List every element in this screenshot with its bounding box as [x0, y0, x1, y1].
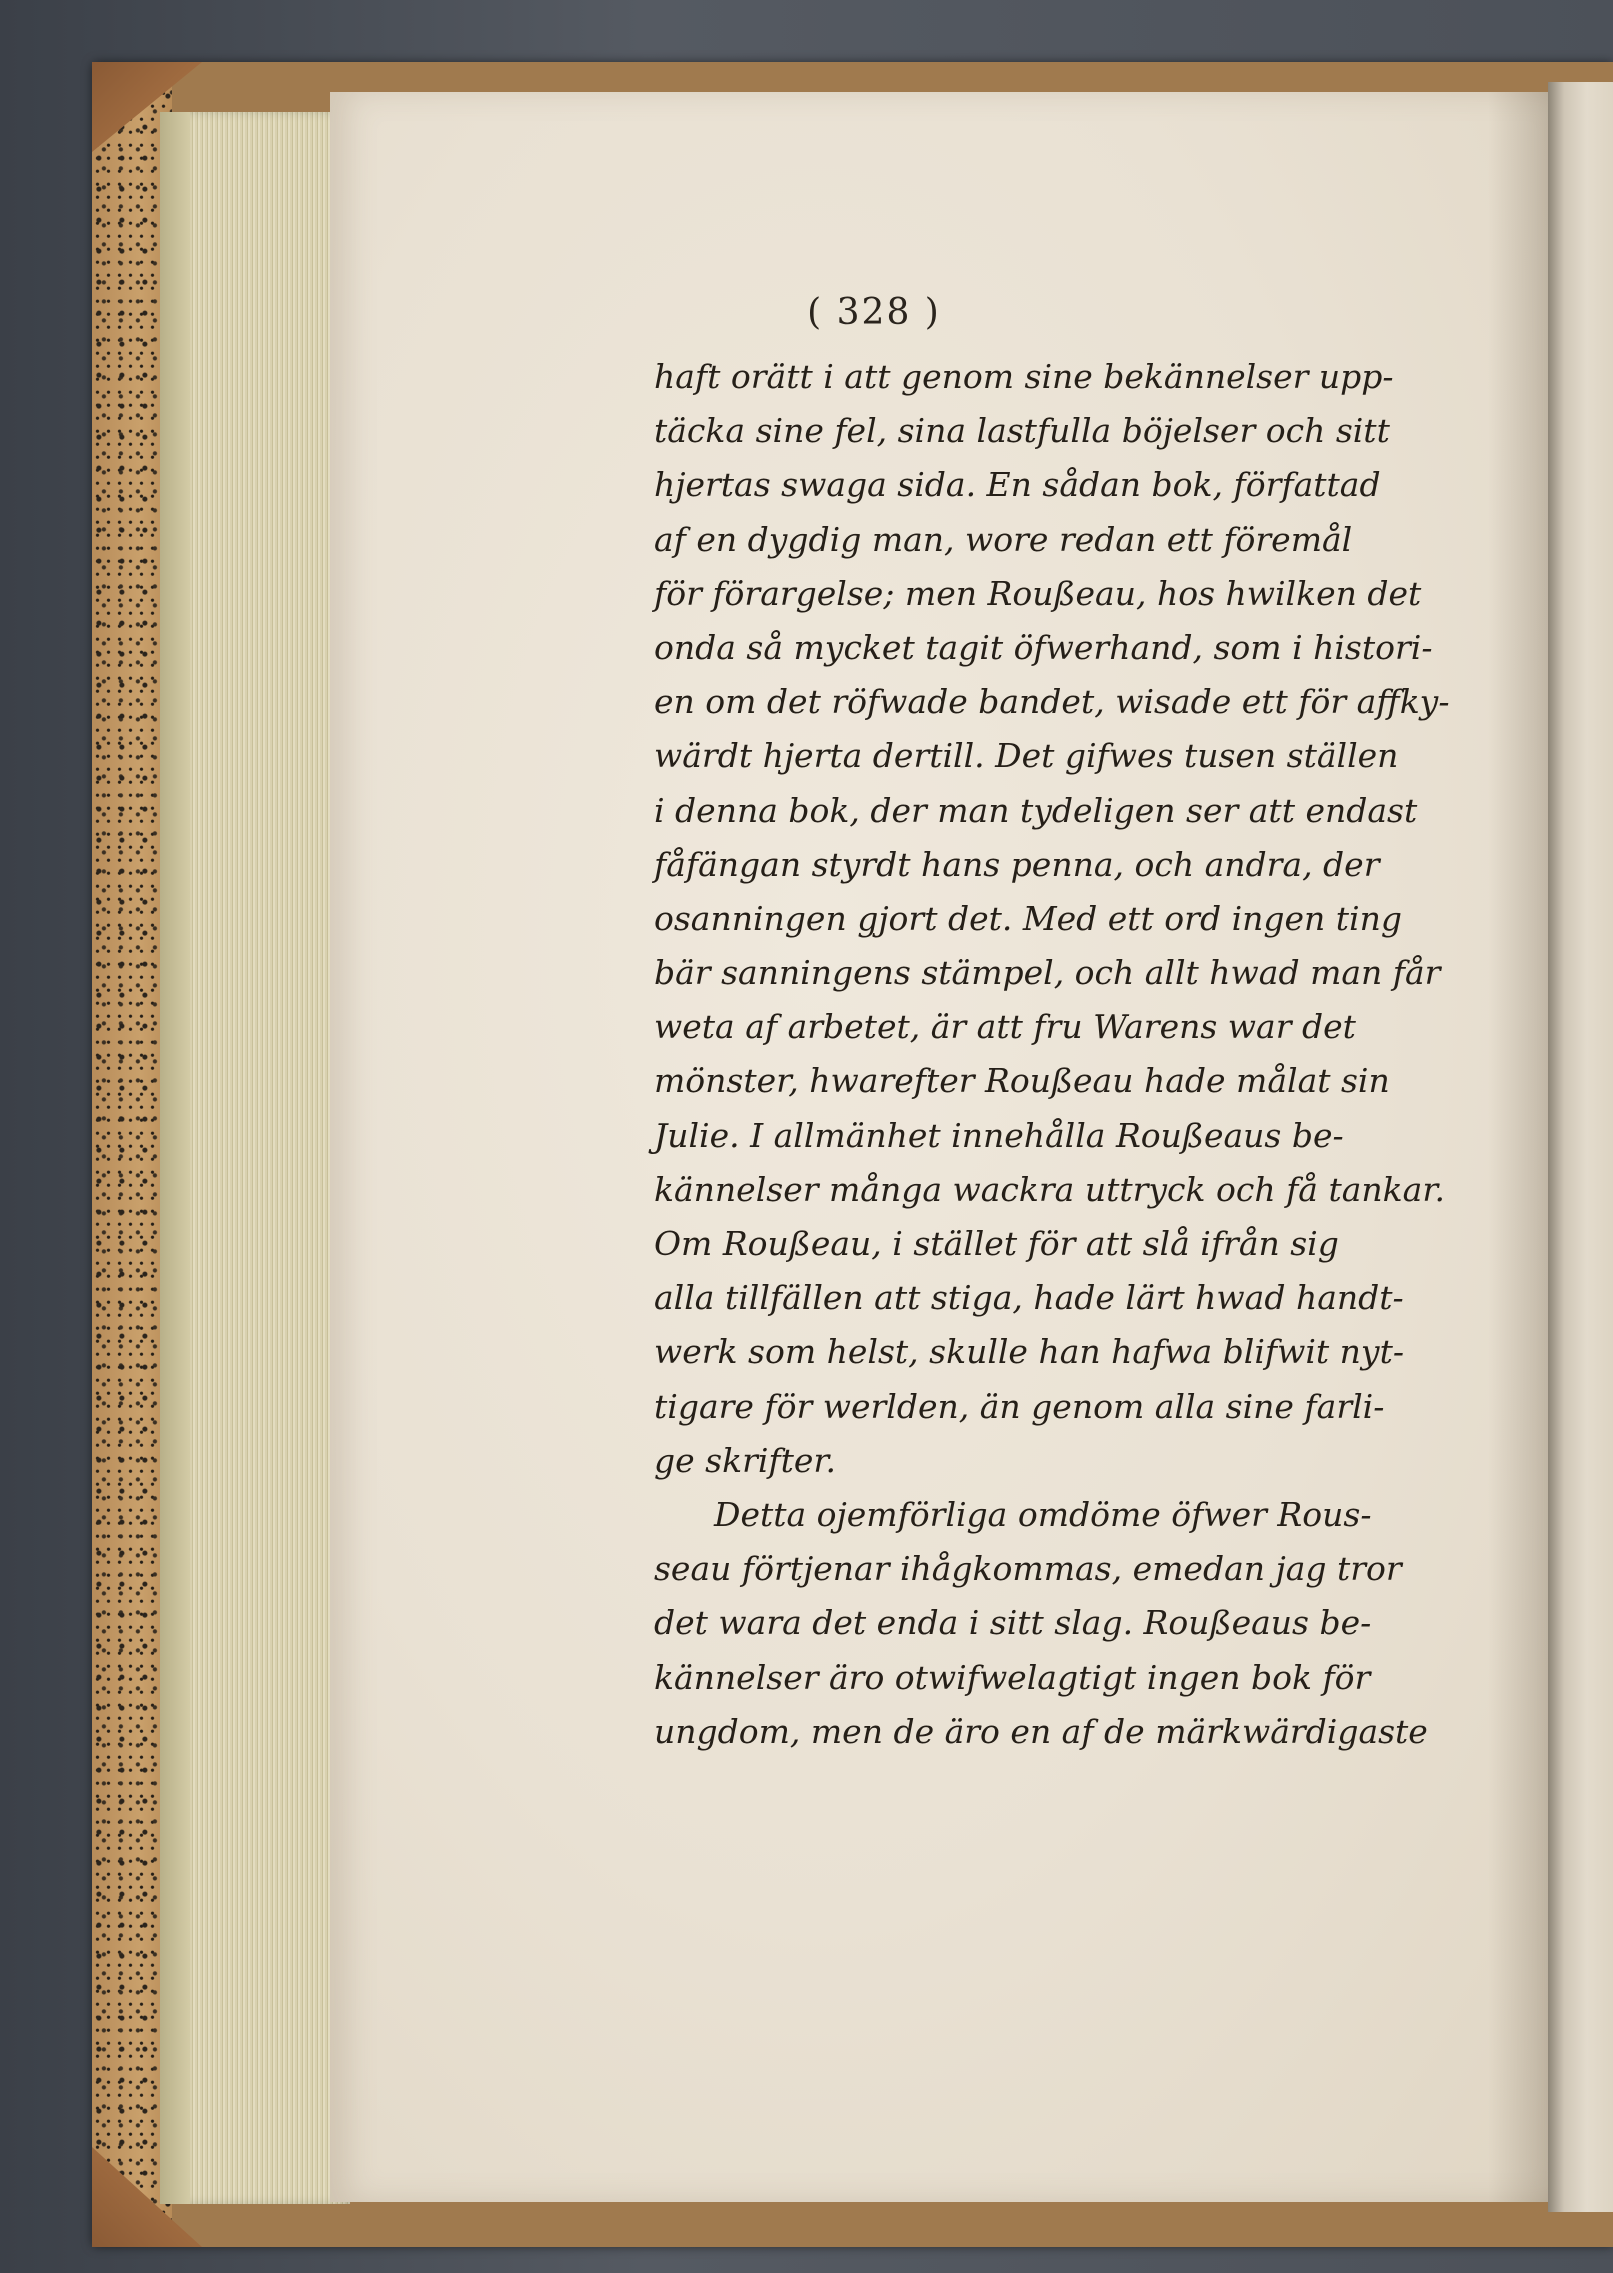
text-line: Om Roußeau, i stället för att slå ifrån sig	[654, 1224, 1339, 1263]
page-number: ( 328 )	[807, 292, 941, 333]
page-number-header	[330, 292, 1548, 333]
paragraph-start-line: Detta ojemförliga omdöme öfwer Rous-	[714, 1494, 1372, 1534]
text-line: seau förtjenar ihågkommas, emedan jag tror	[654, 1549, 1402, 1589]
text-line: weta af arbetet, är att fru Warens war det	[654, 1007, 1356, 1047]
text-line: Julie. I allmänhet innehålla Roußeaus be-	[654, 1115, 1344, 1155]
text-line: det wara det enda i sitt slag. Roußeaus be-	[654, 1603, 1372, 1643]
text-line: mönster, hwarefter Roußeau hade målat sin	[654, 1061, 1390, 1101]
text-line: fåfängan styrdt hans penna, och andra, der	[654, 844, 1380, 884]
text-line: tigare för werlden, än genom alla sine farli-	[654, 1386, 1385, 1426]
text-line: bär sanningens stämpel, och allt hwad man får	[654, 953, 1441, 993]
text-line: alla tillfällen att stiga, hade lärt hwad handt-	[654, 1278, 1404, 1318]
text-line: i denna bok, der man tydeligen ser att endast	[654, 790, 1418, 830]
text-line: af en dygdig man, wore redan ett föremål	[654, 519, 1353, 559]
text-line: kännelser många wackra uttryck och få tankar.	[654, 1169, 1445, 1209]
text-line: haft orätt i att genom sine bekännelser upp-	[654, 357, 1394, 396]
text-line: hjertas swaga sida. En sådan bok, författad	[654, 465, 1381, 505]
paragraph-end-line: ge skrifter.	[654, 1440, 837, 1480]
facing-page-sliver	[1548, 82, 1613, 2212]
text-line: en om det röfwade bandet, wisade ett för affky-	[654, 682, 1450, 722]
text-line: för förargelse; men Roußeau, hos hwilken det	[654, 573, 1422, 613]
text-line: onda så mycket tagit öfwerhand, som i histori-	[654, 627, 1433, 667]
page-text-block	[654, 350, 1450, 1759]
book-page	[330, 92, 1548, 2202]
text-line: osanningen gjort det. Med ett ord ingen ting	[654, 898, 1402, 938]
text-line: täcka sine fel, sina lastfulla böjelser och sitt	[654, 411, 1390, 451]
text-line: kännelser äro otwifwelagtigt ingen bok för	[654, 1657, 1371, 1697]
text-line: ungdom, men de äro en af de märkwärdigaste	[654, 1711, 1428, 1751]
text-line: werk som helst, skulle han hafwa blifwit nyt-	[654, 1332, 1404, 1372]
page-block-edges	[160, 112, 350, 2204]
text-line: wärdt hjerta dertill. Det gifwes tusen ställen	[654, 736, 1399, 776]
